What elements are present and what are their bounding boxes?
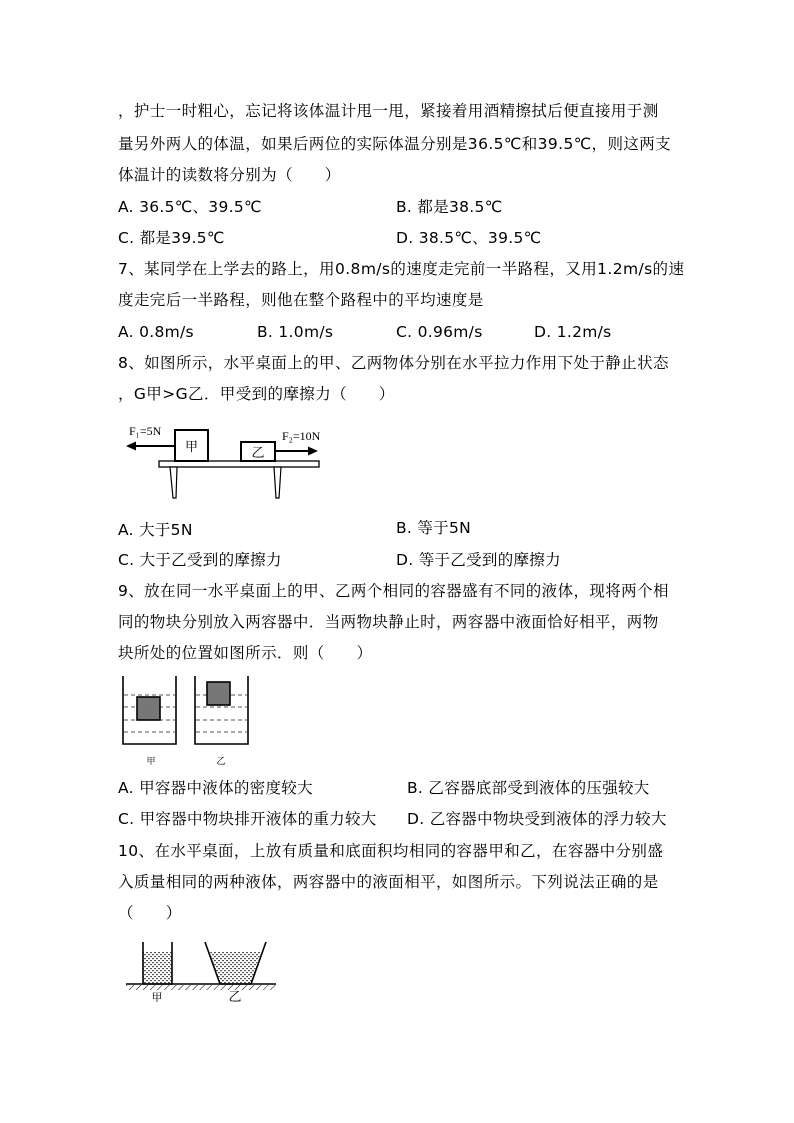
ground-hatch xyxy=(126,985,276,990)
force-arrow-f1-head xyxy=(126,442,136,451)
q8-line-2: ，G甲>G乙．甲受到的摩擦力（ ） xyxy=(118,385,395,403)
q7-option-c: C. 0.96m/s xyxy=(396,323,483,341)
q9-option-b: B. 乙容器底部受到液体的压强较大 xyxy=(407,779,650,797)
q7-option-b: B. 1.0m/s xyxy=(257,323,334,341)
q8-line-1: 8、如图所示，水平桌面上的甲、乙两物体分别在水平拉力作用下处于静止状态 xyxy=(118,354,669,372)
q10-line-2: 入质量相同的两种液体，两容器中的液面相平，如图所示。下列说法正确的是 xyxy=(118,873,659,891)
q9-option-c: C. 甲容器中物块排开液体的重力较大 xyxy=(118,810,377,828)
force-label-f1: F₁=5N xyxy=(129,424,162,438)
q9-line-3: 块所处的位置如图所示．则（ ） xyxy=(118,644,373,662)
block-in-jia xyxy=(137,697,160,720)
q8-figure xyxy=(120,418,330,502)
table-leg-left xyxy=(170,467,177,498)
q6-option-c: C. 都是39.5℃ xyxy=(118,229,225,247)
block-yi-label: 乙 xyxy=(251,445,265,460)
q9-line-1: 9、放在同一水平桌面上的甲、乙两个相同的容器盛有不同的液体，现将两个相 xyxy=(118,582,669,600)
table-leg-right xyxy=(274,467,281,498)
q10-line-1: 10、在水平桌面，上放有质量和底面积均相同的容器甲和乙，在容器中分别盛 xyxy=(118,842,664,860)
q9-figure xyxy=(118,672,258,770)
q8-option-d: D. 等于乙受到的摩擦力 xyxy=(396,551,561,569)
q8-option-b: B. 等于5N xyxy=(396,519,472,537)
label-yi: 乙 xyxy=(216,756,226,766)
liquid-jia xyxy=(143,952,172,983)
q6-line-3: 体温计的读数将分别为（ ） xyxy=(118,166,341,184)
q8-option-a: A. 大于5N xyxy=(118,521,193,539)
q9-line-2: 同的物块分别放入两容器中．当两物块静止时，两容器中液面恰好相平，两物 xyxy=(118,613,659,631)
q6-option-b: B. 都是38.5℃ xyxy=(396,198,503,216)
q8-option-c: C. 大于乙受到的摩擦力 xyxy=(118,551,282,569)
force-label-f2: F₂=10N xyxy=(282,429,321,443)
block-in-yi xyxy=(207,682,230,705)
q10-line-3: （ ） xyxy=(118,904,182,922)
q6-option-d: D. 38.5℃、39.5℃ xyxy=(396,229,542,247)
q7-line-1: 7、某同学在上学去的路上，用0.8m/s的速度走完前一半路程，又用1.2m/s的速 xyxy=(118,260,685,278)
q6-line-2: 量另外两人的体温，如果后两位的实际体温分别是36.5℃和39.5℃，则这两支 xyxy=(118,135,672,153)
force-arrow-f2-head xyxy=(308,447,318,456)
q7-option-d: D. 1.2m/s xyxy=(534,323,612,341)
q6-option-a: A. 36.5℃、39.5℃ xyxy=(118,198,262,216)
q7-line-2: 度走完后一半路程，则他在整个路程中的平均速度是 xyxy=(118,291,484,309)
label-yi: 乙 xyxy=(228,989,242,1004)
q10-figure xyxy=(124,938,284,1006)
q6-line-1: ，护士一时粗心，忘记将该体温计甩一甩，紧接着用酒精擦拭后便直接用于测 xyxy=(118,102,659,120)
label-jia: 甲 xyxy=(151,992,163,1004)
q9-option-d: D. 乙容器中物块受到液体的浮力较大 xyxy=(407,810,667,828)
q7-option-a: A. 0.8m/s xyxy=(118,323,194,341)
label-jia: 甲 xyxy=(146,756,156,766)
block-jia-label: 甲 xyxy=(184,439,199,454)
q9-option-a: A. 甲容器中液体的密度较大 xyxy=(118,779,313,797)
